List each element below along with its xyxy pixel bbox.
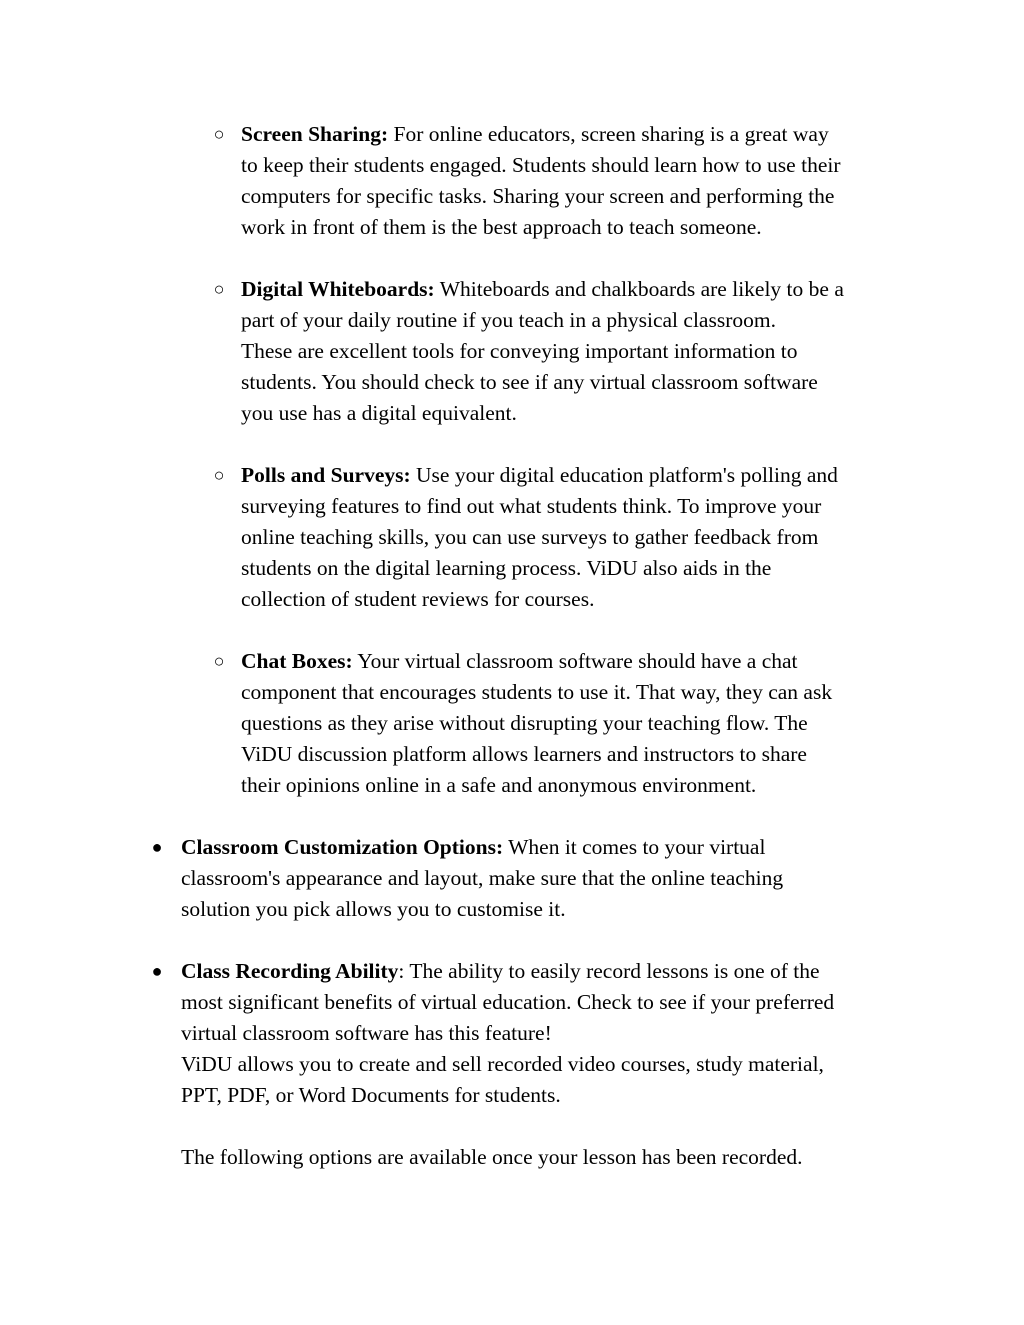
hollow-circle-bullet-icon: ○ — [213, 651, 225, 671]
list-item-text: Your virtual classroom software should have a chat — [352, 649, 798, 673]
list-item-line: These are excellent tools for conveying important information to — [241, 339, 798, 363]
list-item-text: Use your digital education platform's polling and — [410, 463, 838, 487]
list-item-text: When it comes to your virtual — [503, 835, 766, 859]
list-item-line: computers for specific tasks. Sharing your screen and performing the — [241, 184, 835, 208]
hollow-circle-bullet-icon: ○ — [213, 124, 225, 144]
closing-paragraph: The following options are available once your lesson has been recorded. — [181, 1145, 803, 1169]
list-item-line: classroom's appearance and layout, make sure that the online teaching — [181, 866, 784, 890]
list-item-text: For online educators, screen sharing is a great way — [388, 122, 829, 146]
list-item-line: surveying features to find out what students think. To improve your — [241, 494, 822, 518]
list-item-text: : The ability to easily record lessons is one of the — [398, 959, 820, 983]
list-item-text: Whiteboards and chalkboards are likely to be a — [434, 277, 844, 301]
list-item-line: PPT, PDF, or Word Documents for students. — [181, 1083, 561, 1107]
filled-circle-bullet-icon: ● — [151, 961, 163, 981]
list-item-line: students. You should check to see if any virtual classroom software — [241, 370, 818, 394]
list-item-first-line — [181, 956, 911, 987]
list-item-term: Digital Whiteboards: — [241, 277, 435, 301]
list-item-line: ViDU allows you to create and sell recorded video courses, study material, — [181, 1052, 824, 1076]
list-item-line: students on the digital learning process. ViDU also aids in the — [241, 556, 772, 580]
list-item-line: ViDU discussion platform allows learners and instructors to share — [241, 742, 807, 766]
list-item-polls-and-surveys — [213, 460, 911, 615]
list-item-term: Polls and Surveys: — [241, 463, 411, 487]
list-item-term: Class Recording Ability — [181, 959, 399, 983]
list-item-line: solution you pick allows you to customise it. — [181, 897, 566, 921]
list-item-line: questions as they arise without disrupting your teaching flow. The — [241, 711, 808, 735]
list-item-line: virtual classroom software has this feature! — [181, 1021, 552, 1045]
list-item-line: you use has a digital equivalent. — [241, 401, 517, 425]
list-item-first-line — [181, 832, 911, 863]
list-item-line: to keep their students engaged. Students should learn how to use their — [241, 153, 841, 177]
list-item-line: their opinions online in a safe and anonymous environment. — [241, 773, 757, 797]
list-item-line: part of your daily routine if you teach in a physical classroom. — [241, 308, 776, 332]
hollow-circle-bullet-icon: ○ — [213, 465, 225, 485]
list-item-class-recording — [151, 956, 911, 1111]
list-item-term: Classroom Customization Options: — [181, 835, 504, 859]
hollow-circle-bullet-icon: ○ — [213, 279, 225, 299]
list-item-term: Chat Boxes: — [241, 649, 353, 673]
list-item-line: online teaching skills, you can use surveys to gather feedback from — [241, 525, 819, 549]
list-item-line: work in front of them is the best approach to teach someone. — [241, 215, 762, 239]
list-item-first-line — [241, 274, 911, 305]
list-item-digital-whiteboards — [213, 274, 911, 429]
list-item-line: component that encourages students to use it. That way, they can ask — [241, 680, 833, 704]
list-item-screen-sharing — [213, 119, 911, 243]
list-item-classroom-customization — [151, 832, 911, 925]
list-item-first-line — [241, 460, 911, 491]
list-item-line: most significant benefits of virtual education. Check to see if your preferred — [181, 990, 835, 1014]
list-item-term: Screen Sharing: — [241, 122, 389, 146]
filled-circle-bullet-icon: ● — [151, 837, 163, 857]
list-item-first-line — [241, 646, 911, 677]
list-item-first-line — [241, 119, 911, 150]
list-item-chat-boxes — [213, 646, 911, 801]
list-item-line: collection of student reviews for courses. — [241, 587, 595, 611]
